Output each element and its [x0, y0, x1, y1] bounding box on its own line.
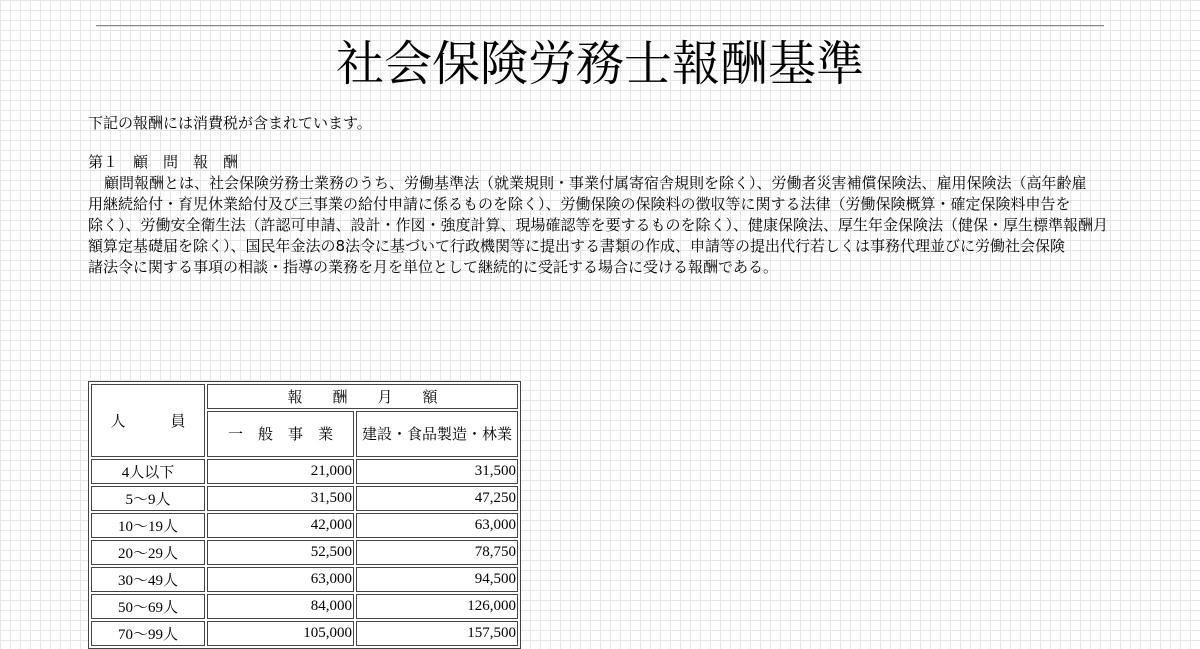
construction-fee-cell: 157,500: [356, 621, 518, 646]
people-cell: 30～49人: [91, 567, 205, 592]
construction-fee-cell: 47,250: [356, 486, 518, 511]
table-row: [91, 540, 518, 565]
section-description: [88, 173, 1118, 278]
fee-table: [88, 381, 521, 649]
tax-note: 下記の報酬には消費税が含まれています。: [88, 114, 372, 132]
people-cell: 20～29人: [91, 540, 205, 565]
description-line: 除く）、労働安全衛生法（許認可申請、設計・作図・強度計算、現場確認等を要するものを除く）、健康保険法、厚生年金保険法（健保・厚生標準報酬月: [88, 216, 1109, 234]
people-cell: 70～99人: [91, 621, 205, 646]
description-line: 用継続給付・育児休業給付及び三事業の給付申請に係るものを除く）、労働保険の保険料の徴収等に関する法律（労働保険概算・確定保険料申告を: [88, 195, 1071, 213]
table-row: [91, 459, 518, 484]
table-row: [91, 513, 518, 538]
table-row: [91, 486, 518, 511]
table-row: [91, 621, 518, 646]
construction-fee-cell: 126,000: [356, 594, 518, 619]
description-line: 諸法令に関する事項の相談・指導の業務を月を単位として継続的に受託する場合に受ける報酬である。: [88, 258, 779, 276]
general-fee-cell: 105,000: [207, 621, 354, 646]
header-general: 一 般 事 業: [207, 411, 354, 457]
general-fee-cell: 42,000: [207, 513, 354, 538]
general-fee-cell: 21,000: [207, 459, 354, 484]
people-cell: 10～19人: [91, 513, 205, 538]
people-cell: 50～69人: [91, 594, 205, 619]
header-fee: 報 酬 月 額: [207, 384, 518, 409]
table-row: [91, 594, 518, 619]
description-line: 額算定基礎届を除く）、国民年金法の8法令に基づいて行政機関等に提出する書類の作成、申請等の提出代行若しくは事務代理並びに労働社会保険: [88, 237, 1066, 255]
construction-fee-cell: 31,500: [356, 459, 518, 484]
top-divider: [96, 25, 1104, 27]
header-people: 人 員: [91, 384, 205, 457]
table-row: [91, 567, 518, 592]
construction-fee-cell: 94,500: [356, 567, 518, 592]
page-title: 社会保険労務士報酬基準: [335, 36, 864, 92]
general-fee-cell: 31,500: [207, 486, 354, 511]
people-cell: 4人以下: [91, 459, 205, 484]
general-fee-cell: 52,500: [207, 540, 354, 565]
general-fee-cell: 84,000: [207, 594, 354, 619]
section-heading: 第１ 顧 問 報 酬: [88, 153, 239, 171]
description-line: 顧問報酬とは、社会保険労務士業務のうち、労働基準法（就業規則・事業付属寄宿舎規則を除く）、労働者災害補償保険法、雇用保険法（高年齢雇: [104, 174, 1087, 192]
people-cell: 5～9人: [91, 486, 205, 511]
general-fee-cell: 63,000: [207, 567, 354, 592]
header-construction: 建設・食品製造・林業: [356, 411, 518, 457]
construction-fee-cell: 78,750: [356, 540, 518, 565]
construction-fee-cell: 63,000: [356, 513, 518, 538]
